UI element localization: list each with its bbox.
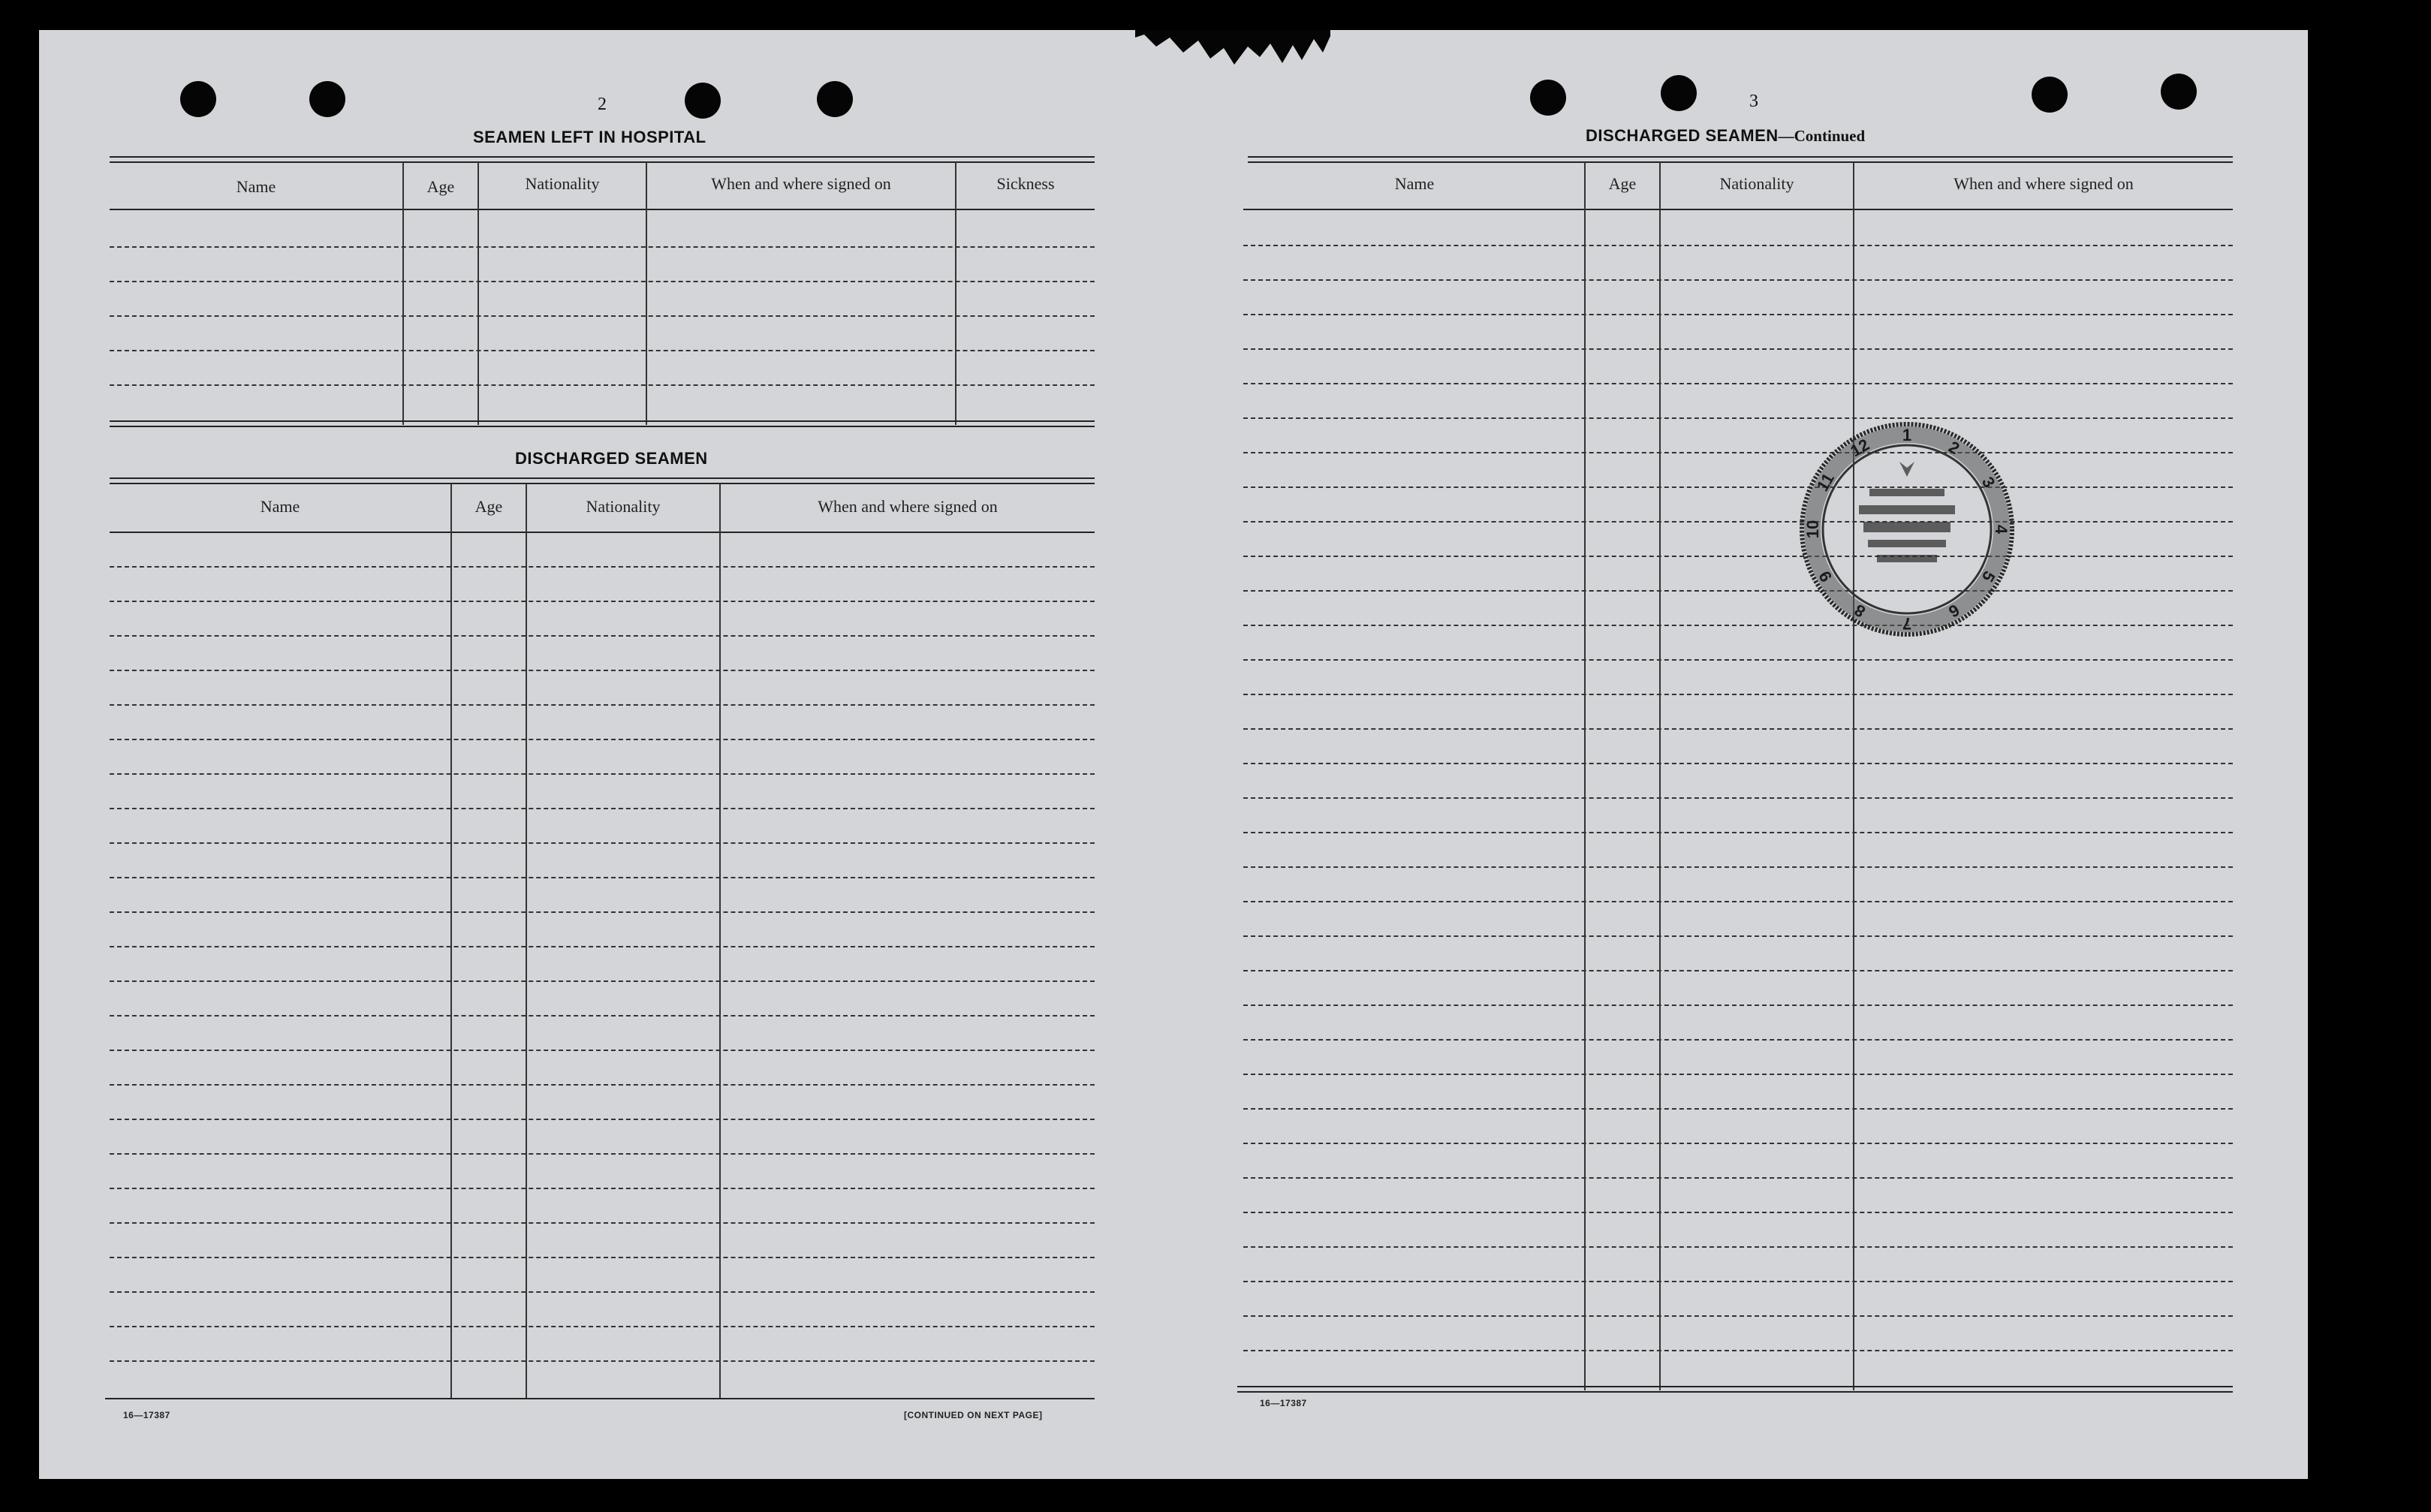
right-ruled-row xyxy=(1243,763,2233,764)
date-stamp xyxy=(1794,417,2020,642)
hospital-header-rule xyxy=(110,209,1095,210)
right-ruled-row xyxy=(1243,1315,2233,1317)
right-ruled-row xyxy=(1243,935,2233,937)
hospital-col-age: Age xyxy=(426,177,455,196)
stamp-digit: 11 xyxy=(1812,469,1838,495)
discharged-ruled-row xyxy=(110,1360,1095,1362)
right-ruled-row xyxy=(1243,901,2233,902)
right-col-divider xyxy=(1659,162,1661,1390)
hospital-ruled-row xyxy=(110,384,1095,386)
hospital-top-rule xyxy=(110,156,1095,163)
discharged-col-name: Name xyxy=(260,497,300,516)
right-ruled-row xyxy=(1243,1246,2233,1248)
discharged-bottom-rule xyxy=(105,1398,1095,1399)
right-col-name: Name xyxy=(1394,174,1435,193)
discharged-ruled-row xyxy=(110,946,1095,947)
discharged-ruled-row xyxy=(110,877,1095,878)
punch-hole xyxy=(309,81,345,117)
punch-hole xyxy=(817,81,853,117)
right-ruled-row xyxy=(1243,1143,2233,1144)
discharged-ruled-row xyxy=(110,911,1095,913)
stamp-digit: 7 xyxy=(1902,614,1912,633)
right-ruled-row xyxy=(1243,866,2233,868)
discharged-ruled-row xyxy=(110,842,1095,844)
hospital-ruled-row xyxy=(110,350,1095,351)
discharged-ruled-row xyxy=(110,635,1095,637)
stamp-digit: 8 xyxy=(1851,600,1869,622)
right-ruled-row xyxy=(1243,1281,2233,1282)
hospital-col-divider xyxy=(646,162,647,425)
discharged-ruled-row xyxy=(110,566,1095,568)
discharged-col-nationality: Nationality xyxy=(586,497,661,516)
stamp-digit: 4 xyxy=(1992,524,2011,535)
discharged-ruled-row xyxy=(110,1153,1095,1155)
punch-hole xyxy=(1661,75,1697,111)
stamp-digit: 9 xyxy=(1815,568,1836,586)
hospital-col-sickness: Sickness xyxy=(996,174,1055,193)
hospital-section-title: SEAMEN LEFT IN HOSPITAL xyxy=(473,128,706,146)
right-ruled-row xyxy=(1243,417,2233,419)
discharged-ruled-row xyxy=(110,1015,1095,1017)
hospital-ruled-row xyxy=(110,315,1095,317)
hospital-col-nationality: Nationality xyxy=(525,174,600,193)
punch-hole xyxy=(2161,74,2197,110)
hospital-ruled-row xyxy=(110,246,1095,248)
page-number-left: 2 xyxy=(598,95,607,114)
right-ruled-row xyxy=(1243,383,2233,384)
discharged-continued-title xyxy=(1586,126,1865,146)
continued-suffix: —Continued xyxy=(1778,127,1866,145)
right-ruled-row xyxy=(1243,245,2233,246)
discharged-ruled-row xyxy=(110,1084,1095,1086)
right-header-rule xyxy=(1243,209,2233,210)
right-ruled-row xyxy=(1243,1350,2233,1351)
right-col-nationality: Nationality xyxy=(1719,174,1794,193)
right-ruled-row xyxy=(1243,832,2233,833)
stamp-digit: 3 xyxy=(1978,473,1999,491)
discharged-ruled-row xyxy=(110,1326,1095,1327)
form-number-right: 16—17387 xyxy=(1260,1398,1307,1408)
right-col-divider xyxy=(1584,162,1586,1390)
page-number-right: 3 xyxy=(1749,92,1758,111)
discharged-ruled-row xyxy=(110,1050,1095,1051)
punch-hole xyxy=(180,81,216,117)
discharged-ruled-row xyxy=(110,1119,1095,1120)
right-ruled-row xyxy=(1243,590,2233,592)
right-top-rule xyxy=(1248,156,2233,163)
right-ruled-row xyxy=(1243,348,2233,350)
right-ruled-row xyxy=(1243,1177,2233,1179)
right-ruled-row xyxy=(1243,1108,2233,1110)
right-ruled-row xyxy=(1243,1039,2233,1041)
discharged-ruled-row xyxy=(110,1222,1095,1224)
right-ruled-row xyxy=(1243,279,2233,281)
stamp-digit: 12 xyxy=(1847,435,1873,461)
right-ruled-row xyxy=(1243,556,2233,557)
discharged-col-divider xyxy=(719,483,721,1399)
discharged-ruled-row xyxy=(110,670,1095,671)
punch-hole xyxy=(1530,80,1566,116)
discharged-ruled-row xyxy=(110,739,1095,740)
discharged-col-divider xyxy=(450,483,452,1399)
right-col-divider xyxy=(1853,162,1854,1390)
hospital-col-name: Name xyxy=(236,177,276,196)
discharged-ruled-row xyxy=(110,704,1095,706)
stamp-digit: 10 xyxy=(1803,520,1822,539)
right-col-signed-on: When and where signed on xyxy=(1954,174,2134,193)
discharged-col-divider xyxy=(526,483,527,1399)
stamp-digit: 6 xyxy=(1945,600,1963,622)
discharged-ruled-row xyxy=(110,1257,1095,1258)
form-number-left: 16—17387 xyxy=(123,1410,170,1420)
hospital-ruled-row xyxy=(110,281,1095,282)
right-ruled-row xyxy=(1243,452,2233,453)
discharged-ruled-row xyxy=(110,980,1095,982)
discharged-ruled-row xyxy=(110,773,1095,775)
discharged-ruled-row xyxy=(110,808,1095,809)
discharged-header-rule xyxy=(110,532,1095,533)
punch-hole xyxy=(2032,77,2068,113)
right-ruled-row xyxy=(1243,1074,2233,1075)
right-ruled-row xyxy=(1243,970,2233,971)
discharged-col-age: Age xyxy=(474,497,503,516)
discharged-ruled-row xyxy=(110,1188,1095,1189)
stamp-digit: 2 xyxy=(1945,437,1963,459)
right-ruled-row xyxy=(1243,486,2233,488)
right-ruled-row xyxy=(1243,1212,2233,1213)
right-ruled-row xyxy=(1243,728,2233,730)
hospital-col-divider xyxy=(402,162,404,425)
right-ruled-row xyxy=(1243,694,2233,695)
discharged-ruled-row xyxy=(110,1291,1095,1293)
right-bottom-rule xyxy=(1237,1386,2233,1393)
punch-hole xyxy=(685,83,721,119)
right-ruled-row xyxy=(1243,1004,2233,1006)
discharged-top-rule xyxy=(110,477,1095,484)
right-ruled-row xyxy=(1243,521,2233,523)
hospital-col-divider xyxy=(477,162,479,425)
torn-edge xyxy=(1135,30,1330,83)
stamp-digit: 5 xyxy=(1978,568,1999,586)
discharged-section-title: DISCHARGED SEAMEN xyxy=(515,449,708,468)
discharged-ruled-row xyxy=(110,601,1095,602)
right-ruled-row xyxy=(1243,314,2233,315)
hospital-bottom-rule xyxy=(110,420,1095,427)
hospital-col-signed-on: When and where signed on xyxy=(711,174,891,193)
discharged-col-signed-on: When and where signed on xyxy=(818,497,998,516)
continued-note: [CONTINUED ON NEXT PAGE] xyxy=(904,1410,1043,1420)
right-ruled-row xyxy=(1243,797,2233,799)
hospital-col-divider xyxy=(955,162,956,425)
right-ruled-row xyxy=(1243,625,2233,626)
discharged-continued-title-text: DISCHARGED SEAMEN xyxy=(1586,126,1779,145)
right-ruled-row xyxy=(1243,659,2233,661)
right-col-age: Age xyxy=(1608,174,1637,193)
stamp-digit: 1 xyxy=(1902,426,1912,444)
